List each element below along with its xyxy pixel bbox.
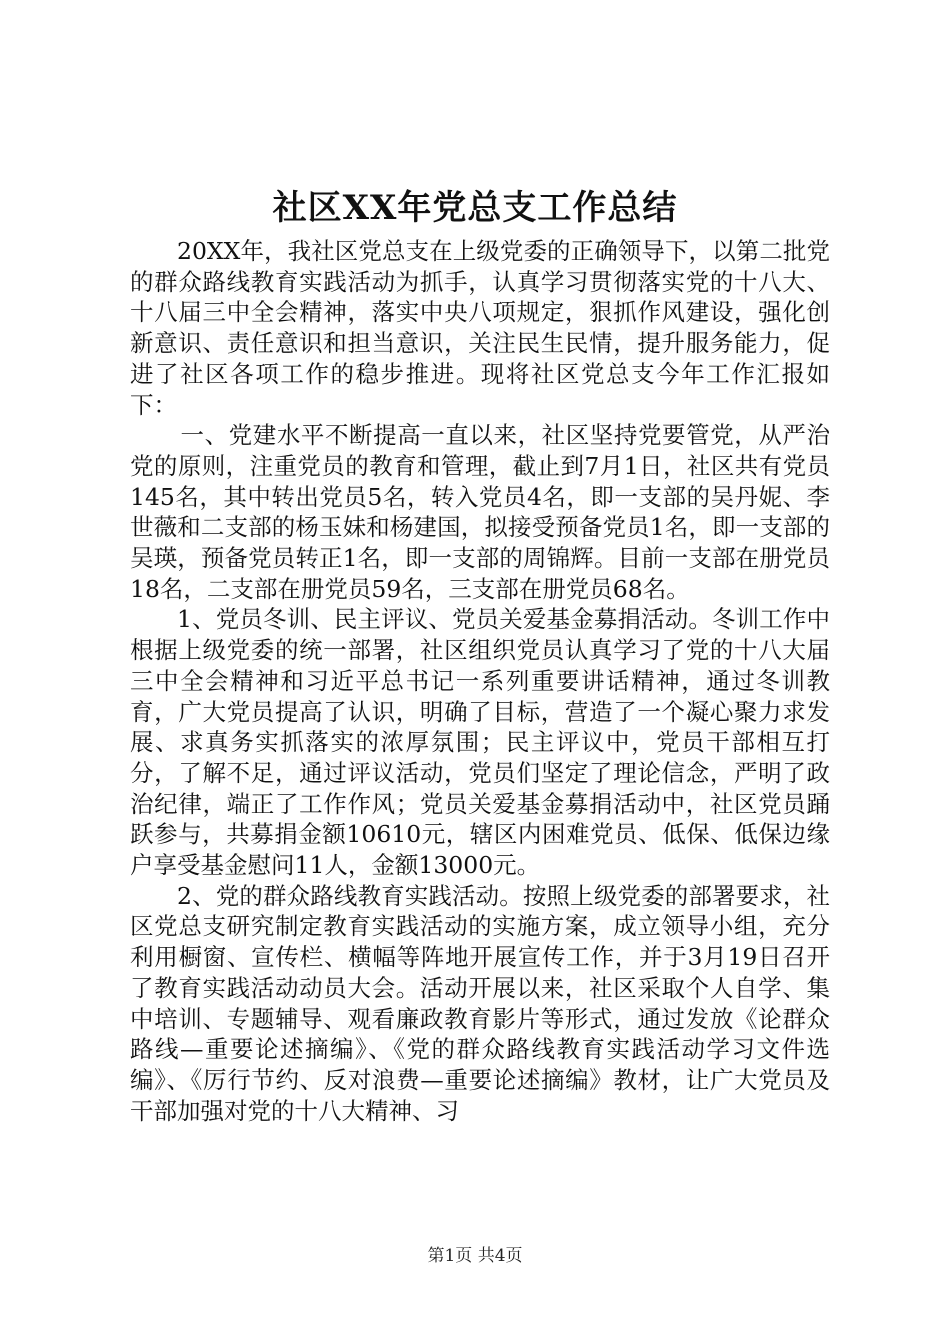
document-title: 社区XX年党总支工作总结 <box>272 188 678 228</box>
item-1-paragraph: 1、党员冬训、民主评议、党员关爱基金募捐活动。冬训工作中根据上级党委的统一部署，社区组织党员认真学习了党的十八大届三中全会精神和习近平总书记一系列重要讲话精神，通过冬训教育，广大党员提高了认识，明确了目标，营造了一个凝心聚力求发展、求真务实抓落实的浓厚氛围；民主评议中，党员干部相互打分，了解不足，通过评议活动，党员们坚定了理论信念，严明了政治纪律，端正了工作作风；党员关爱基金募捐活动中，社区党员踊跃参与，共募捐金额10610元，辖区内困难党员、低保、低保边缘户享受基金慰问11人，金额13000元。 <box>130 605 830 880</box>
intro-paragraph: 20XX年，我社区党总支在上级党委的正确领导下，以第二批党的群众路线教育实践活动为抓手，认真学习贯彻落实党的十八大、十八届三中全会精神，落实中央八项规定，狠抓作风建设，强化创新意识、责任意识和担当意识，关注民生民情，提升服务能力，促进了社区各项工作的稳步推进。现将社区党总支今年工作汇报如下： <box>130 237 830 419</box>
page-footer: 第1页 共4页 <box>427 1246 523 1266</box>
section-1-paragraph: 一、党建水平不断提高一直以来，社区坚持党要管党，从严治党的原则，注重党员的教育和管理，截止到7月1日，社区共有党员145名，其中转出党员5名，转入党员4名，即一支部的吴丹妮、李世薇和二支部的杨玉妹和杨建国，拟接受预备党员1名，即一支部的吴瑛，预备党员转正1名，即一支部的周锦辉。目前一支部在册党员18名，二支部在册党员59名，三支部在册党员68名。 <box>130 421 830 603</box>
item-2-paragraph: 2、党的群众路线教育实践活动。按照上级党委的部署要求，社区党总支研究制定教育实践活动的实施方案，成立领导小组，充分利用橱窗、宣传栏、横幅等阵地开展宣传工作，并于3月19日召开了教育实践活动动员大会。活动开展以来，社区采取个人自学、集中培训、专题辅导、观看廉政教育影片等形式，通过发放《论群众路线—重要论述摘编》、《党的群众路线教育实践活动学习文件选编》、《厉行节约、反对浪费—重要论述摘编》教材，让广大党员及干部加强对党的十八大精神、习 <box>130 881 830 1125</box>
document-body <box>130 236 830 1126</box>
